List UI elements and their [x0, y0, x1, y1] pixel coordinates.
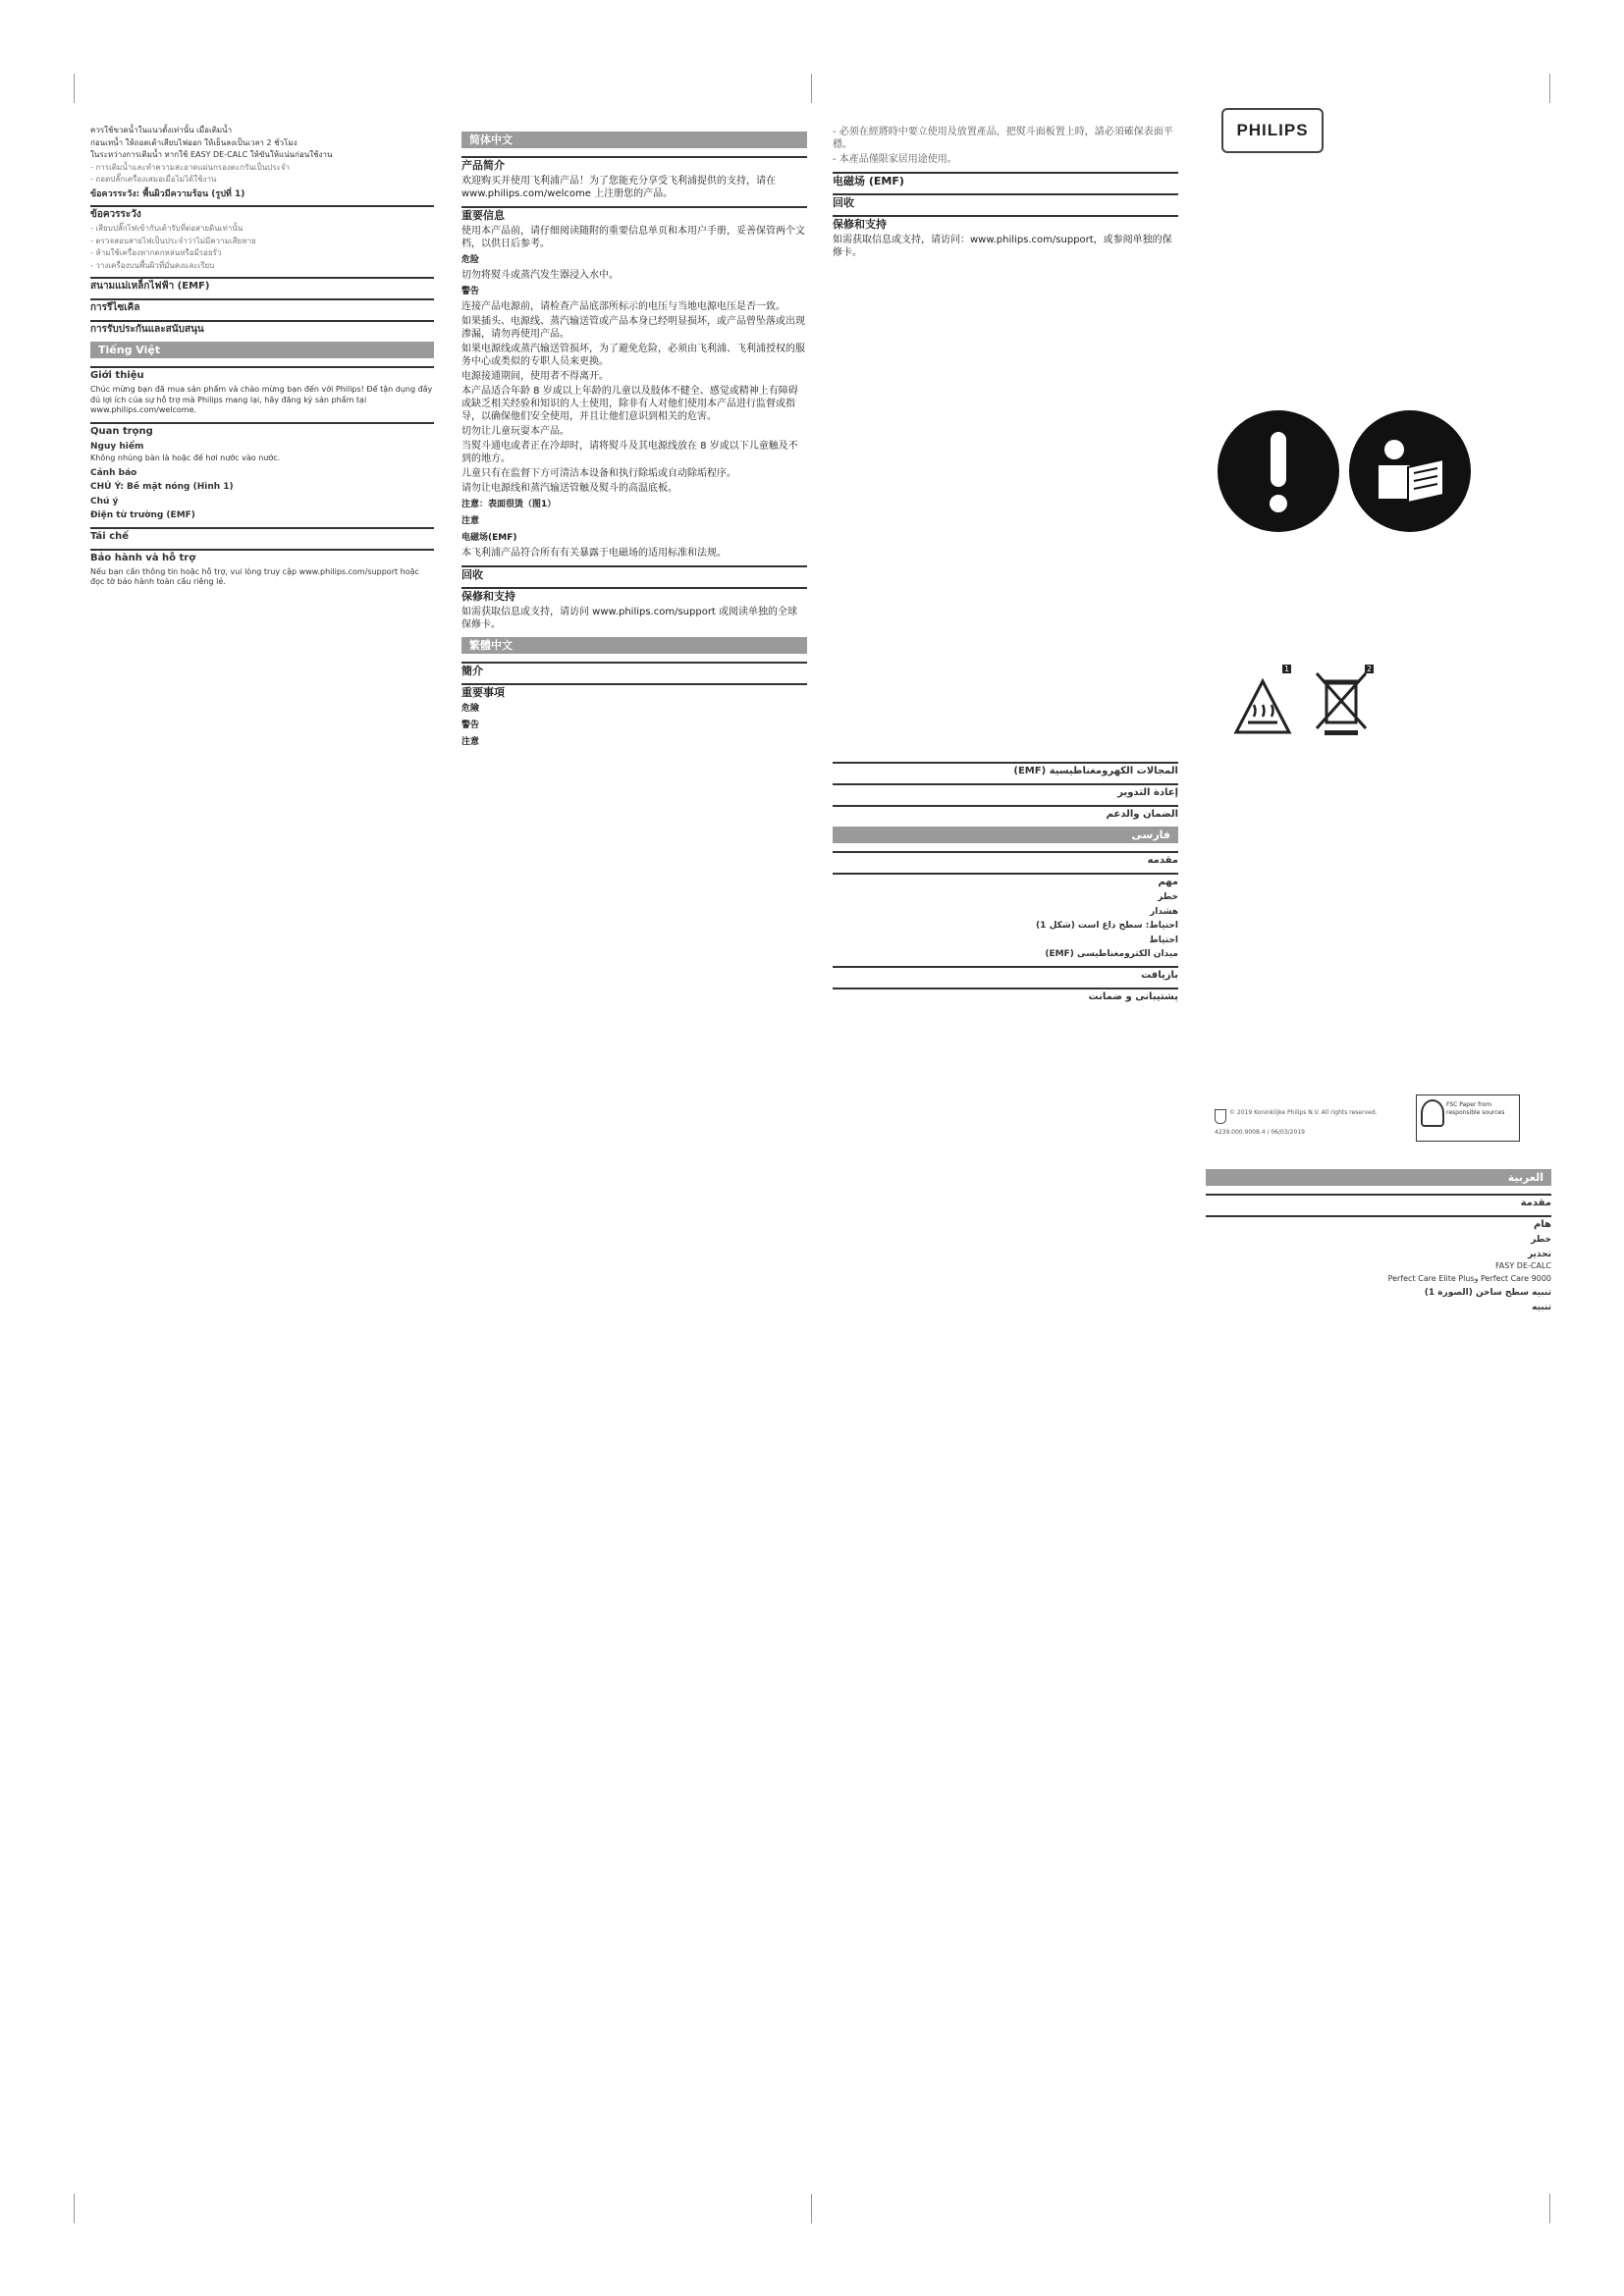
- sc-warning-item: 如果电源线或蒸汽输送管损坏，为了避免危险，必须由飞利浦、飞利浦授权的服务中心或类似的专职人员来更换。: [461, 344, 805, 367]
- sc-warranty-text: 如需获取信息或支持，请访问 www.philips.com/support 或阅读单独的全球保修卡。: [461, 607, 798, 630]
- vi-banner: Tiếng Việt: [90, 342, 434, 358]
- vi-recycle-heading: Tái chế: [90, 527, 434, 543]
- sc-danger-text: 切勿将熨斗或蒸汽发生器浸入水中。: [461, 270, 619, 281]
- ar-caution-heading: تنبيه: [1532, 1302, 1551, 1312]
- sc-warning-item: 儿童只有在监督下方可清洁本设备和执行除垢或自动除垢程序。: [461, 468, 736, 479]
- crop-mark: [74, 74, 75, 103]
- sc-warning-item: 当熨斗通电或者正在冷却时，请将熨斗及其电源线放在 8 岁或以下儿童触及不到的地方。: [461, 441, 798, 464]
- sc-important-text: 使用本产品前，请仔细阅读随附的重要信息单页和本用户手册，妥善保管两个文档，以供日后参考。: [461, 226, 805, 249]
- fsc-text: FSC Paper from responsible sources: [1446, 1101, 1505, 1116]
- sc-warning-heading: 警告: [461, 287, 480, 296]
- doc-number: 4239.000.9008.4 / 06/03/2019: [1215, 1129, 1305, 1136]
- column-thai-vietnamese: ควรใช้ขวดน้ำในแนวตั้งเท่านั้น เมื่อเติมน้ำ ก่อนเทน้ำ ให้ถอดเต้าเสียบไฟออก ให้เย็นลงเป็นเวลา 2 ชั่วโมง ในระหว่างการเติมน้ำ หากใช้ EASY DE-CALC ให้ขันให้แน่นก่อนใช้งาน - การเติมน้ำและทำความสะอาดแผ่นกรองตะกรันเป็นประจำ - ถอดปลั๊กเครื่องเสมอเมื่อไม่ได้ใช้งาน ข้อควรระวัง: พื้นผิวมีความร้อน (รูปที่ 1) ข้อควรระวัง - เสียบปลั๊กไฟเข้ากับเต้ารับที่ต่อสายดินเท่านั้น - ตรวจสอบสายไฟเป็นประจำว่าไม่มีความเสียหาย - ห้ามใช้เครื่องหากตกหล่นหรือมีรอยรั่ว - วางเครื่องบนพื้นผิวที่มั่นคงและเรียบ สนามแม่เหล็กไฟฟ้า (EMF) การรีไซเคิล การรับประกันและสนับสนุน Tiếng Việt Giới thiệu Chúc mừng bạn đã mua sản phẩm và chào mừng bạn đến với Philips! Để tận dụng đầy đủ lợi ích của sự hỗ trợ mà Philips mang lại, hãy đăng ký sản phẩm tại www.philips.com/welcome. Quan trọng Nguy hiểm Không nhúng bàn là hoặc đế hơi nước vào nước. Cảnh báo CHÚ Ý: Bề mặt nóng (Hình 1) Chú ý Điện từ trường (EMF) Tái chế Bảo hành và hỗ trợ Nếu bạn cần thông tin hoặc hỗ trợ, vui lòng truy cập www.philips.com/support hoặc đọc tờ bảo hành toàn cầu riêng lẻ.: [90, 126, 435, 586]
- vi-warranty-text: Nếu bạn cần thông tin hoặc hỗ trợ, vui lòng truy cập www.philips.com/support hoặc đọc tờ bảo hành toàn cầu riêng lẻ.: [90, 566, 422, 586]
- vi-caution-heading: Chú ý: [90, 496, 119, 507]
- sc-warning-item: 本产品适合年龄 8 岁或以上年龄的儿童以及肢体不健全、感觉或精神上有障碍或缺乏相关经验和知识的人士使用，除非有人对他们使用本产品进行监督或指导，以确保他们安全使用，并且让他们意识到相关的危害。: [461, 386, 798, 422]
- sc-warning-item: 切勿让儿童玩耍本产品。: [461, 426, 569, 437]
- tc-banner: 繁體中文: [461, 637, 807, 654]
- sc-intro-text: 欢迎购买并使用飞利浦产品！为了您能充分享受飞利浦提供的支持，请在 www.philips.com/welcome 上注册您的产品。: [461, 176, 780, 199]
- fa-important-heading: مهم: [833, 873, 1178, 888]
- fsc-logo-box: [1416, 1095, 1520, 1142]
- crop-mark: [811, 2194, 812, 2223]
- sc-warranty-text-2: 如需获取信息或支持，请访问：www.philips.com/support，或参阅单独的保修卡。: [833, 235, 1172, 258]
- sc-warning-item: 请勿让电源线和蒸汽输送管触及熨斗的高温底板。: [461, 483, 677, 494]
- sc-caution-heading: 注意: [461, 516, 480, 526]
- vi-warning-heading: Cảnh báo: [90, 467, 137, 478]
- hot-surface-icon: [1232, 677, 1293, 738]
- sc-emf-text: 本飞利浦产品符合所有有关暴露于电磁场的适用标准和法规。: [461, 548, 727, 559]
- ar-emf-text: FASY DE-CALC: [1494, 1261, 1551, 1270]
- tc-intro-heading: 簡介: [461, 662, 807, 677]
- crop-mark: [811, 74, 812, 103]
- fa-intro-heading: مقدمه: [833, 851, 1178, 867]
- vi-important-heading: Quan trọng: [90, 422, 434, 438]
- thai-recycle-heading: การรีไซเคิล: [90, 298, 434, 314]
- tc-caution-heading: 注意: [461, 737, 480, 747]
- ar-banner: العربية: [1206, 1169, 1551, 1186]
- column-arabic: [1206, 1163, 1551, 2174]
- ar-warning-heading: تحذير: [1527, 1249, 1551, 1259]
- thai-hot-heading: ข้อควรระวัง: พื้นผิวมีความร้อน (รูปที่ 1): [90, 188, 245, 199]
- figure-label-1: 1: [1284, 665, 1290, 673]
- sc-emf-heading-2: 电磁场 (EMF): [833, 172, 1178, 187]
- sc-hot-heading: 注意：表面很烫（图1）: [461, 500, 557, 509]
- thai-warranty-heading: การรับประกันและสนับสนุน: [90, 320, 434, 336]
- weee-bin-icon: [1311, 667, 1372, 738]
- sc-danger-heading: 危险: [461, 255, 480, 265]
- ar-intro-heading: مقدمة: [1206, 1194, 1551, 1209]
- fa-caution-heading: احتیاط: [1149, 934, 1178, 945]
- thai-caution-heading: ข้อควรระวัง: [90, 205, 434, 221]
- sc-banner: 简体中文: [461, 132, 807, 148]
- philips-shield-icon: [1215, 1109, 1226, 1124]
- sc-warranty-heading: 保修和支持: [461, 587, 807, 603]
- sc-recycle-heading: 回收: [461, 565, 807, 581]
- ar-important-heading: هام: [1206, 1215, 1551, 1231]
- vi-hot-heading: CHÚ Ý: Bề mặt nóng (Hình 1): [90, 482, 234, 492]
- fa-hot-heading: احتیاط: سطح داغ است (شکل 1): [1036, 921, 1178, 931]
- crop-mark: [1549, 74, 1550, 103]
- ar-emf-heading: المجالات الكهرومغناطيسية (EMF): [833, 762, 1178, 777]
- crop-mark: [74, 2194, 75, 2223]
- philips-logo: PHILIPS: [1221, 108, 1324, 153]
- thai-line: ในระหว่างการเติมน้ำ หากใช้ EASY DE-CALC ให้ขันให้แน่นก่อนใช้งาน: [90, 150, 333, 159]
- ar-product-text: Perfect Care 9000 وPerfect Care Elite Plus: [1387, 1273, 1551, 1283]
- fsc-tree-icon: [1421, 1099, 1444, 1127]
- sc-intro-heading: 产品简介: [461, 156, 807, 172]
- vi-warranty-heading: Bảo hành và hỗ trợ: [90, 549, 434, 564]
- ar-danger-heading: خطر: [1531, 1235, 1551, 1245]
- tc-warning-heading: 警告: [461, 721, 480, 730]
- sc-warning-item: 如果插头、电源线、蒸汽输送管或产品本身已经明显损坏，或产品曾坠落或出现渗漏，请勿再使用产品。: [461, 316, 805, 340]
- vi-intro-text: Chúc mừng bạn đã mua sản phẩm và chào mừng bạn đến với Philips! Để tận dụng đầy đủ lợi ích của sự hỗ trợ mà Philips mang lại, hãy đăng ký sản phẩm tại www.philips.com/welcome.: [90, 385, 435, 414]
- thai-line: ควรใช้ขวดน้ำในแนวตั้งเท่านั้น เมื่อเติมน้ำ: [90, 126, 233, 134]
- sc-emf-heading: 电磁场(EMF): [461, 533, 517, 543]
- thai-line: ก่อนเทน้ำ ให้ถอดเต้าเสียบไฟออก ให้เย็นลงเป็นเวลา 2 ชั่วโมง: [90, 137, 298, 147]
- fa-banner: فارسی: [833, 827, 1178, 843]
- ar-warranty-heading: الضمان والدعم: [833, 805, 1178, 821]
- sc-warning-item: 连接产品电源前，请检查产品底部所标示的电压与当地电源电压是否一致。: [461, 301, 785, 312]
- copyright-text: © 2019 Koninklijke Philips N.V. All rights reserved.: [1229, 1109, 1378, 1116]
- thai-emf-heading: สนามแม่เหล็กไฟฟ้า (EMF): [90, 277, 434, 293]
- sc-recycle-heading-2: 回收: [833, 193, 1178, 209]
- tc-danger-heading: 危險: [461, 704, 480, 714]
- column-chinese: [461, 126, 807, 2177]
- ar-recycle-heading: إعادة التدوير: [833, 783, 1178, 799]
- vi-intro-heading: Giới thiệu: [90, 366, 434, 382]
- figure-label-2: 2: [1367, 665, 1373, 673]
- sc-warning-item: 电源接通期间，使用者不得离开。: [461, 371, 609, 382]
- tc-important-heading: 重要事項: [461, 683, 807, 699]
- warning-exclamation-icon: [1218, 410, 1339, 532]
- vi-emf-heading: Điện từ trường (EMF): [90, 510, 195, 520]
- read-manual-icon: [1349, 410, 1471, 532]
- fa-warranty-heading: پشتیبانی و ضمانت: [833, 988, 1178, 1003]
- ar-hot-heading: تنبيه سطح ساخن (الصورة 1): [1424, 1288, 1551, 1298]
- fa-recycle-heading: بازیافت: [833, 966, 1178, 982]
- vi-danger-heading: Nguy hiểm: [90, 441, 144, 452]
- fa-warning-heading: هشدار: [1150, 906, 1178, 917]
- column-chinese-farsi: - 必须在經將時中要立使用及放置產品，把熨斗面板置上時，請必須確保表面平穩。 - 本產品僅限家居用途使用。 电磁场 (EMF) 回收 保修和支持 如需获取信息或支持，请访问：www.philips.com/support，或参阅单独的保修卡。: [833, 126, 1178, 715]
- vi-danger-text: Không nhúng bàn là hoặc đế hơi nước vào nước.: [90, 454, 281, 462]
- crop-mark: [1549, 2194, 1550, 2223]
- fa-emf-heading: میدان الکترومغناطیسی (EMF): [1045, 949, 1178, 959]
- sc-warranty-heading-2: 保修和支持: [833, 215, 1178, 231]
- sc-important-heading: 重要信息: [461, 206, 807, 222]
- column-arabic-farsi: [833, 756, 1178, 2179]
- fa-danger-heading: خطر: [1158, 892, 1178, 902]
